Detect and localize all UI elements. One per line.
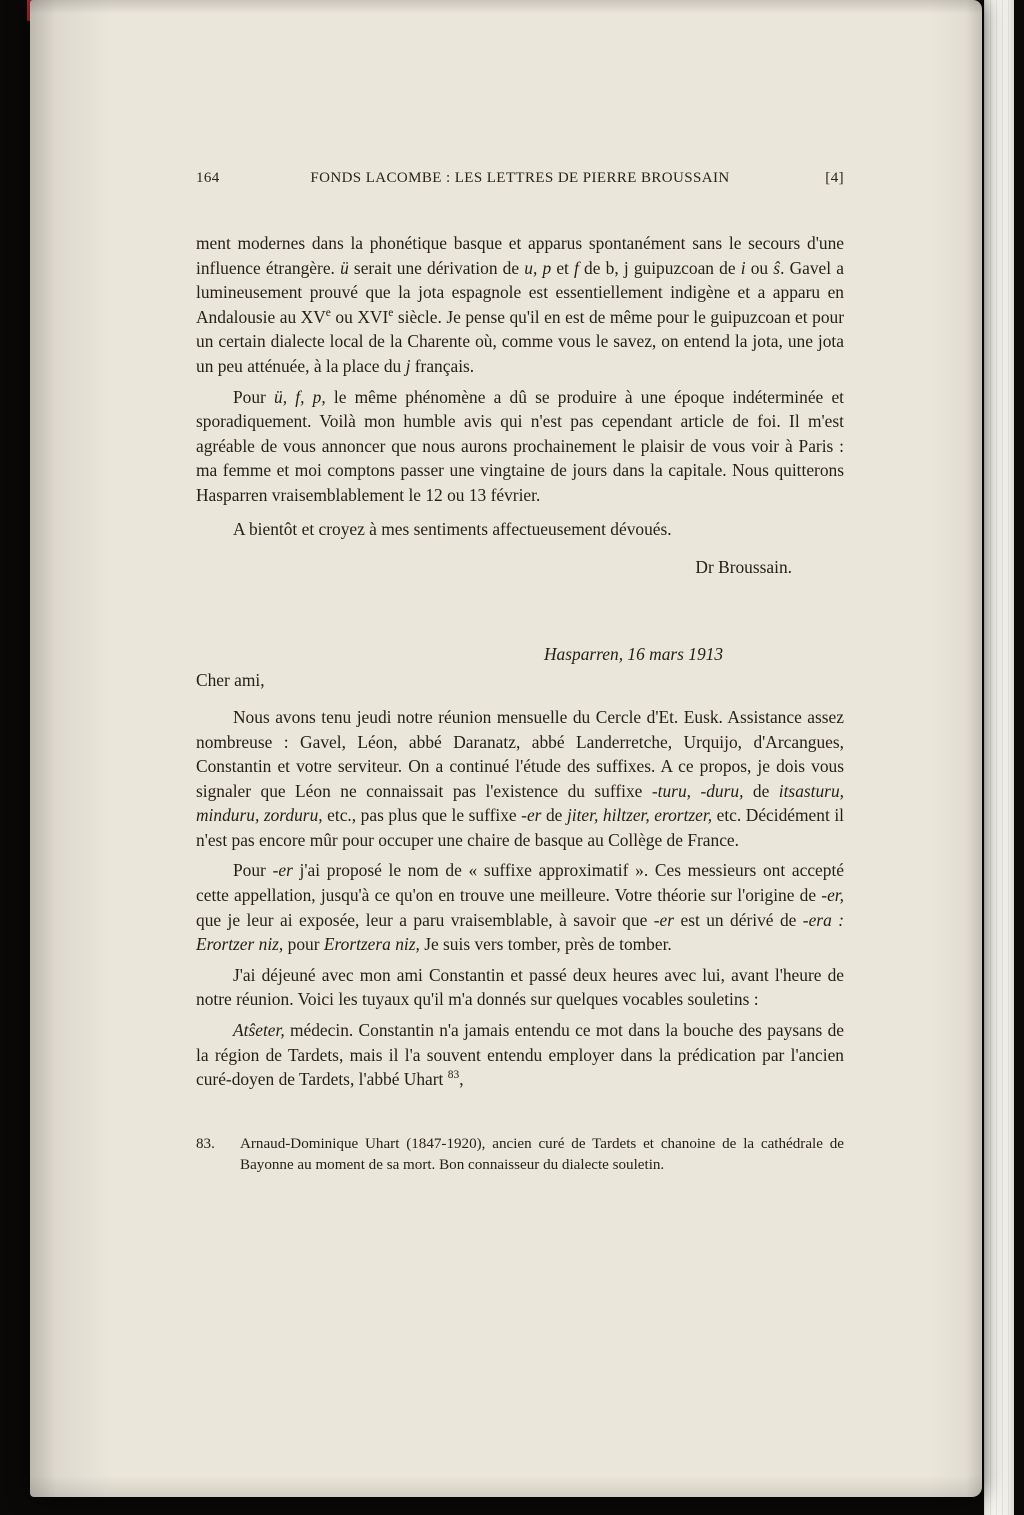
text-segment: serait une dérivation de [348, 257, 525, 278]
text-segment: -era : Erortzer niz, [196, 909, 844, 955]
text-segment: de [541, 805, 567, 826]
text-segment: est un dérivé de [674, 909, 803, 930]
paragraph [196, 1018, 844, 1092]
text-segment: Cher ami, [196, 670, 265, 691]
text-segment: -er [521, 805, 542, 826]
paragraph [196, 231, 844, 379]
text-segment: Dr Broussain. [695, 557, 792, 578]
signature [196, 555, 844, 580]
text-segment: , [459, 1069, 464, 1090]
text-segment: i [740, 257, 746, 278]
text-segment: ou XVI [330, 306, 389, 327]
text-segment: jiter, hiltzer, erortzer, [566, 805, 713, 826]
text-segment: -er [272, 860, 293, 881]
text-segment: ü [340, 257, 349, 278]
text-segment: 83 [447, 1069, 460, 1082]
paragraph [196, 385, 844, 508]
text-segment: le même phénomène a dû se produire à une époque indéterminée et sporadiquement. Voilà mon humble avis qui n'est pas cependant article de foi. Il m'est agréable de vous annoncer que nous aurons prochainement le plaisir de vous voir à Paris : ma femme et moi comptons passer une vingtaine de jours dans la capitale. Nous quitterons Hasparren vraisemblablement le 12 ou 13 février. [196, 386, 844, 505]
text-segment: f [574, 257, 579, 278]
text-segment: Nous avons tenu jeudi notre réunion mensuelle du Cercle d'Et. Eusk. Assistance assez nombreuse : Gavel, Léon, abbé Daranatz, abbé Landerretche, Urquijo, d'Arcangues, Constantin et votre serviteur. On a continué l'étude des suffixes. A ce propos, je dois vous signaler que Léon ne connaissait pas l'existence du suffixe [196, 706, 844, 801]
text-segment: Atŝeter, [233, 1020, 285, 1041]
page-header [196, 170, 844, 187]
text-segment: itsasturu, minduru, zorduru, [196, 780, 844, 826]
text-segment: j'ai proposé le nom de « suffixe approximatif ». Ces messieurs ont accepté cette appellation, jusqu'à ce qu'on en trouve une meilleure. Votre théorie sur l'origine de [196, 860, 845, 906]
text-segment: Hasparren, 16 mars 1913 [544, 643, 724, 664]
text-segment: que je leur ai exposée, leur a paru vraisemblable, à savoir que [196, 909, 654, 930]
text-segment: ment modernes dans la phonétique basque et apparus spontanément sans le secours d'une influence étrangère. [196, 233, 844, 278]
footnote-marker: 83. [196, 1135, 215, 1152]
text-segment: -er, [821, 885, 844, 906]
text-segment: ŝ [773, 257, 781, 278]
text-segment: Pour [233, 386, 275, 407]
text-segment: ü, f, p, [274, 386, 326, 407]
text-segment: pour [283, 934, 324, 955]
text-segment: . Gavel a lumineusement prouvé que la jota espagnole est essentiellement indigène et a apparu en Andalousie au XV [196, 257, 844, 327]
text-segment: français. [410, 355, 475, 376]
text-segment: de b, j guipuzcoan de [578, 257, 741, 278]
text-segment: Erortzera niz, [323, 934, 420, 955]
text-segment: -turu, -duru, [651, 780, 744, 801]
footnote [196, 1134, 844, 1177]
text-segment: e [325, 306, 331, 319]
paragraph [196, 705, 844, 853]
book-page [30, 0, 982, 1497]
text-segment: J'ai déjeuné avec mon ami Constantin et passé deux heures avec lui, avant l'heure de notre réunion. Voici les tuyaux qu'il m'a donnés sur quelques vocables souletins : [196, 964, 844, 1010]
text-segment: e [388, 306, 394, 319]
dateline [196, 642, 844, 667]
letter-body [196, 231, 844, 1177]
paragraph [196, 963, 844, 1012]
text-column [196, 170, 844, 1177]
text-segment: Pour [233, 860, 273, 881]
issue-marker: [4] [825, 170, 844, 186]
text-segment: A bientôt et croyez à mes sentiments affectueusement dévoués. [233, 518, 672, 539]
text-segment: et [551, 257, 575, 278]
text-segment: Je suis vers tomber, près de tomber. [419, 934, 672, 955]
paragraph [196, 858, 844, 956]
page-number: 164 [196, 170, 220, 186]
text-segment: médecin. Constantin n'a jamais entendu ce mot dans la bouche des paysans de la région de Tardets, mais il l'a souvent entendu employer dans la prédication par l'ancien curé-doyen de Tardets, l'abbé Uhart [196, 1020, 844, 1090]
page-edge-stack [984, 0, 1014, 1515]
salutation [196, 668, 844, 693]
text-segment: u, p [524, 257, 552, 278]
text-segment: siècle. Je pense qu'il en est de même pour le guipuzcoan et pour un certain dialecte local de la Charente où, comme vous le savez, on entend la jota, une jota un peu atténuée, à la place du [196, 306, 845, 376]
text-segment: j [405, 355, 411, 376]
paragraph [196, 517, 844, 542]
text-segment: etc. Décidément il n'est pas encore mûr pour occuper une chaire de basque au Collège de France. [196, 805, 844, 850]
header-title: FONDS LACOMBE : LES LETTRES DE PIERRE BROUSSAIN [310, 170, 730, 186]
text-segment: de [743, 780, 779, 801]
text-segment: etc., pas plus que le suffixe [322, 805, 522, 826]
text-segment: ou [745, 257, 774, 278]
text-segment: -er [653, 909, 675, 930]
text-segment: Arnaud-Dominique Uhart (1847-1920), ancien curé de Tardets et chanoine de la cathédrale de Bayonne au moment de sa mort. Bon connaisseur du dialecte souletin. [240, 1135, 844, 1174]
